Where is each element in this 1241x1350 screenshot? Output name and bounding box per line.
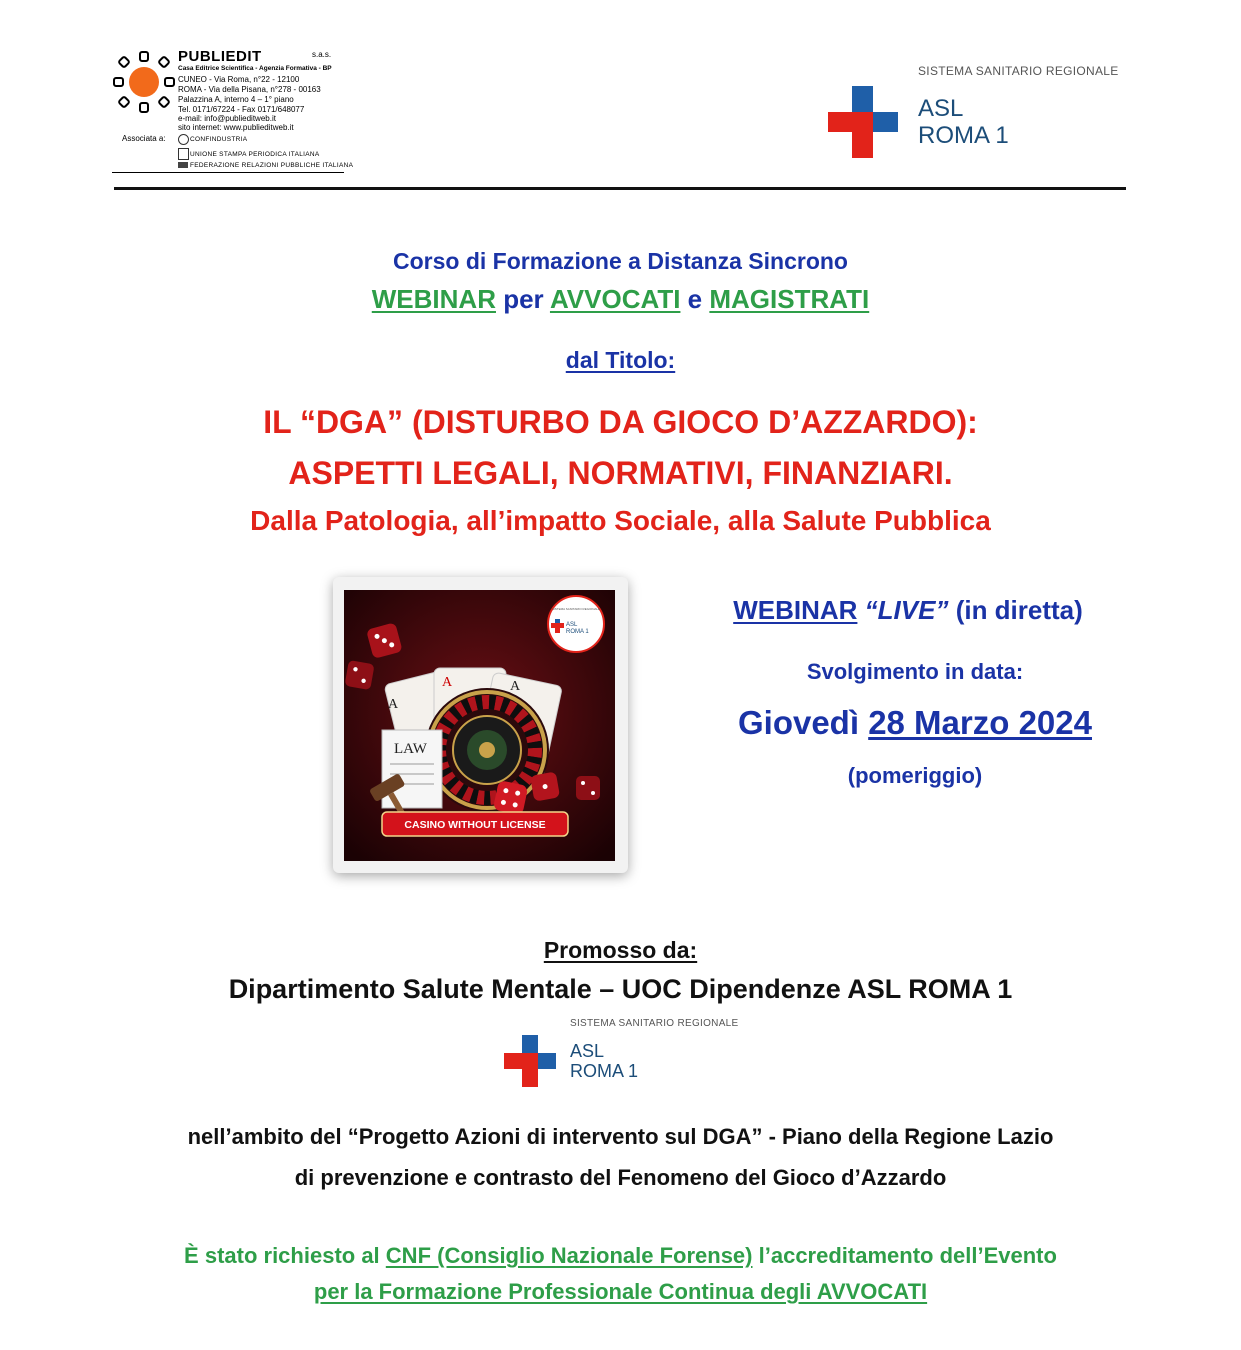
schedule-svolgimento: Svolgimento in data:: [806, 659, 1024, 684]
publisher-rule: [112, 172, 344, 173]
law-label: LAW: [394, 741, 427, 757]
publisher-org-uspi: UNIONE STAMPA PERIODICA ITALIANA: [190, 151, 320, 158]
confindustria-icon: [178, 134, 189, 145]
accreditation-line-2: per la Formazione Professionale Continua degli AVVOCATI: [313, 1279, 928, 1304]
asl-cross-icon: [828, 86, 898, 158]
badge-roma: ROMA 1: [566, 629, 589, 635]
asl-small-line1: ASL: [570, 1041, 605, 1061]
accreditation-line-2-row: [0, 1279, 1241, 1305]
context-line-2: di prevenzione e contrasto del Fenomeno del Gioco d’Azzardo: [294, 1165, 947, 1190]
title-line-1: IL “DGA” (DISTURBO DA GIOCO D’AZZARDO):: [263, 404, 978, 440]
casino-banner: CASINO WITHOUT LICENSE: [404, 819, 546, 831]
audience-webinar: WEBINAR: [371, 284, 496, 314]
dal-titolo-row: [0, 347, 1241, 374]
schedule-day: Giovedì: [737, 704, 860, 741]
asl-line2: ROMA 1: [918, 122, 1009, 149]
schedule-live: “LIVE”: [864, 595, 949, 625]
audience-magistrati: MAGISTRATI: [709, 284, 870, 314]
schedule-date-row: [675, 704, 1155, 742]
schedule-webinar: WEBINAR: [733, 595, 858, 625]
publisher-tel: Tel. 0171/67224 - Fax 0171/648077: [178, 105, 305, 114]
badge-asl: ASL: [566, 622, 578, 628]
uspi-icon: [178, 148, 189, 160]
accreditation-post: l’accreditamento dell’Evento: [758, 1243, 1057, 1268]
asl-system-label: SISTEMA SANITARIO REGIONALE: [918, 64, 1119, 78]
illustration-casino: [344, 590, 615, 861]
audience-avvocati: AVVOCATI: [549, 284, 681, 314]
publisher-header: [112, 44, 354, 174]
audience-per: per: [503, 284, 544, 314]
publisher-associata: Associata a:: [122, 134, 166, 143]
card-right-letter: A: [510, 679, 521, 694]
asl-logo-small: [504, 1018, 744, 1088]
schedule-diretta: (in diretta): [955, 595, 1083, 625]
audience-e: e: [687, 284, 703, 314]
asl-logo-header: [828, 62, 1128, 162]
course-audience: [0, 284, 1241, 315]
asl-line1: ASL: [918, 95, 964, 122]
publiedit-logo-icon: [112, 50, 176, 114]
publisher-name: PUBLIEDIT: [178, 48, 262, 65]
publisher-roma: ROMA - Via della Pisana, n°278 - 00163: [178, 85, 321, 94]
promo-label-row: [0, 937, 1241, 964]
webinar-live-row: [668, 595, 1148, 626]
casino-illustration-icon: [344, 590, 615, 861]
asl-small-cross-icon: [504, 1035, 556, 1087]
publisher-email: e-mail: info@publieditweb.it: [178, 114, 276, 123]
publisher-tagline: Casa Editrice Scientifica - Agenzia Formativa - BP: [178, 65, 332, 72]
asl-small-system: SISTEMA SANITARIO REGIONALE: [570, 1018, 739, 1029]
promo-dept: Dipartimento Salute Mentale – UOC Dipendenze ASL ROMA 1: [228, 974, 1013, 1004]
context-line-1: nell’ambito del “Progetto Azioni di intervento sul DGA” - Piano della Regione Lazio: [187, 1124, 1054, 1149]
asl-small-line2: ROMA 1: [570, 1061, 639, 1081]
accreditation-pre: È stato richiesto al: [184, 1243, 380, 1268]
publisher-org-ferpi: FEDERAZIONE RELAZIONI PUBBLICHE ITALIANA: [190, 162, 354, 169]
dal-titolo-label: dal Titolo:: [565, 347, 676, 373]
accreditation-cnf: CNF (Consiglio Nazionale Forense): [385, 1243, 753, 1268]
badge-system: SISTEMA SANITARIO REGIONALE: [551, 607, 601, 611]
publisher-palazzina: Palazzina A, interno 4 – 1° piano: [178, 95, 294, 104]
header-divider: [114, 187, 1126, 190]
course-type: Corso di Formazione a Distanza Sincrono: [393, 248, 848, 274]
publisher-site: sito internet: www.publieditweb.it: [178, 123, 294, 132]
card-left-letter: A: [388, 697, 399, 712]
accreditation-line-1: [0, 1243, 1241, 1269]
publisher-suffix: s.a.s.: [312, 50, 332, 59]
schedule-date: 28 Marzo 2024: [868, 704, 1092, 741]
ferpi-icon: [178, 162, 188, 168]
publisher-cuneo: CUNEO - Via Roma, n°22 - 12100: [178, 75, 300, 84]
title-line-3: Dalla Patologia, all’impatto Sociale, alla Salute Pubblica: [250, 505, 991, 536]
card-center-letter: A: [442, 675, 453, 690]
title-line-2: ASPETTI LEGALI, NORMATIVI, FINANZIARI.: [288, 455, 953, 491]
schedule-part: (pomeriggio): [847, 763, 983, 788]
publisher-org-confindustria: CONFINDUSTRIA: [190, 136, 248, 143]
promo-label: Promosso da:: [543, 937, 698, 963]
